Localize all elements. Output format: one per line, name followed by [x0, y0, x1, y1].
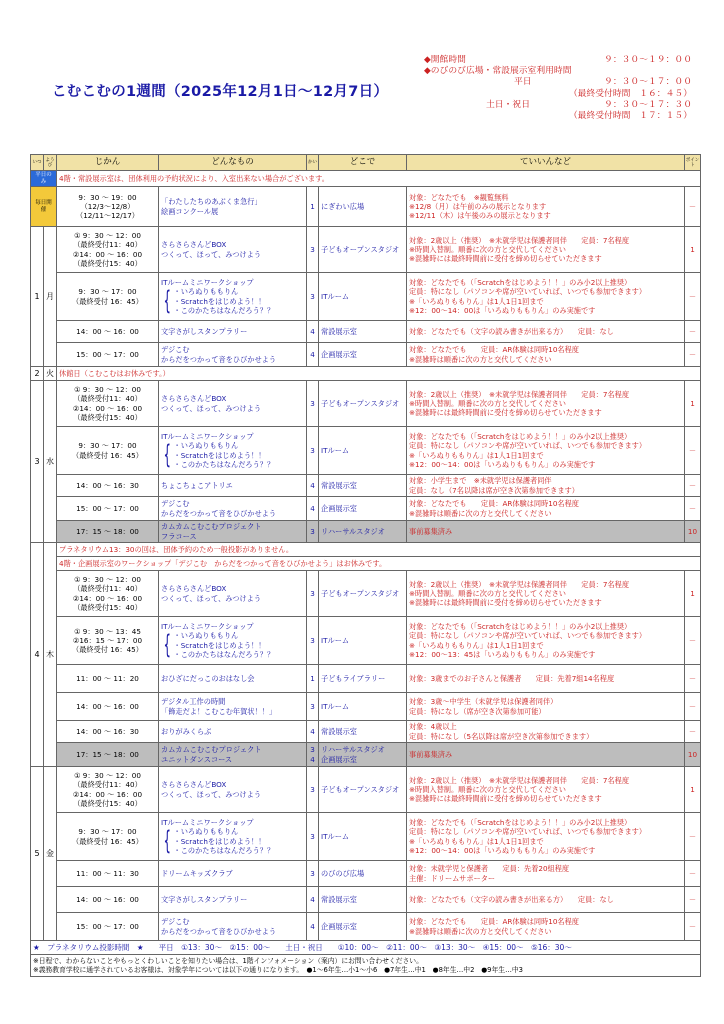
- mon-r1-time1: ① 9：30 ～ 12：00: [74, 231, 141, 241]
- mon-r2-floor: 3: [307, 273, 319, 321]
- thu-r4-info2: 定員：特になし（席が空き次第参加可能）: [409, 706, 546, 716]
- thu-r2-where: ITルーム: [319, 617, 407, 665]
- table-row: [31, 743, 701, 767]
- wed-r3-time: 14：00 ～ 16：30: [57, 475, 159, 497]
- thu-r6-what2: ユニットダンスコース: [161, 754, 233, 764]
- open-value: ９：３０～１９：００: [604, 55, 692, 65]
- wed-r1-what2: つくって、ほって、みつけよう: [161, 403, 262, 413]
- daily-floor: 1: [307, 187, 319, 227]
- page-title: こむこむの1週間（2025年12月1日～12月7日）: [52, 84, 389, 100]
- fri-r1-info1: 対象：2歳以上（推奨） ※未就学児は保護者同伴 定員：7名程度: [409, 775, 630, 785]
- mon-r2-what2: ・Scratchをはじめよう！！: [173, 296, 266, 306]
- mon-r4-info2: ※混雑時は順番に次の方と交代してください: [409, 354, 552, 364]
- fri-r4-what: 文字さがしスタンプラリー: [159, 887, 307, 913]
- table-row: [31, 693, 701, 721]
- weekday-notice: 4階・常設展示室は、団体利用の予約状況により、入室出来ない場合がございます。: [57, 171, 701, 187]
- mon-r2-what0: ITルームミニワークショップ: [161, 278, 254, 288]
- header-pts: ポイント: [685, 155, 701, 171]
- thu-r3-where: 子どもライブラリー: [319, 665, 407, 693]
- fri-r2-where: ITルーム: [319, 813, 407, 861]
- wed-r1-time2: （最終受付11：40）: [73, 394, 142, 404]
- mon-r1-info2: ※時間入替制。順番に次の方と交代してください: [409, 244, 566, 254]
- thu-r2-what2: ・Scratchをはじめよう！！: [173, 640, 266, 650]
- wed-r4-info1: 対象：どなたでも 定員：AR体験は同時10名程度: [409, 499, 579, 509]
- wed-r4-time: 15：00 ～ 17：00: [57, 497, 159, 521]
- mon-r4-pts: －: [685, 343, 701, 367]
- mon-r3-time: 14：00 ～ 16：00: [57, 321, 159, 343]
- fri-r2-floor: 3: [307, 813, 319, 861]
- brace-icon: {: [163, 630, 171, 661]
- daily-where: にぎわい広場: [319, 187, 407, 227]
- tue-date: 2: [31, 367, 44, 381]
- weekend-last: （最終受付時間 １７：１５）: [568, 111, 692, 122]
- thu-r1-where: 子どもオープンスタジオ: [319, 571, 407, 617]
- wed-date: 3: [31, 381, 44, 543]
- table-row: [31, 521, 701, 543]
- mon-r4-what1: デジこむ: [161, 345, 190, 355]
- thu-r6-where2: 企画展示室: [321, 754, 357, 764]
- fri-r1-where: 子どもオープンスタジオ: [319, 767, 407, 813]
- wed-r1-time1: ① 9：30 ～ 12：00: [74, 385, 141, 395]
- table-row: [31, 543, 701, 557]
- wed-day: 水: [44, 381, 57, 543]
- thu-r2-info2: 定員：特になし（パソコンや席が空いていれば、いつでも参加できます）: [409, 631, 647, 641]
- thu-r2-what3: ・このかたちはなんだろう？？: [173, 649, 275, 659]
- mon-r4-floor: 4: [307, 343, 319, 367]
- mon-r1-info3: ※混雑時には最終時間前に受付を締め切らせていただきます: [409, 254, 602, 264]
- mon-r1-floor: 3: [307, 227, 319, 273]
- fri-r3-info1: 対象：未就学児と保護者 定員：先着20組程度: [409, 864, 570, 874]
- mon-r4-where: 企画展示室: [319, 343, 407, 367]
- wed-r4-where: 企画展示室: [319, 497, 407, 521]
- thu-r2-pts: －: [685, 617, 701, 665]
- thu-r1-what1: さらさらさんどBOX: [161, 584, 227, 594]
- mon-r2-what3: ・このかたちはなんだろう？？: [173, 305, 275, 315]
- fri-r2-what3: ・このかたちはなんだろう？？: [173, 845, 275, 855]
- wed-r2-info1: 対象：どなたでも（「Scratchをはじめよう！！」のみ小2以上推奨）: [409, 432, 632, 442]
- weekday-only-label: 平日のみ: [31, 171, 57, 187]
- thu-r2-info1: 対象：どなたでも（「Scratchをはじめよう！！」のみ小2以上推奨）: [409, 622, 632, 632]
- mon-r1-what2: つくって、ほって、みつけよう: [161, 249, 262, 259]
- daily-time: 9：30 ～ 19：00: [78, 192, 137, 202]
- header-donna: どんなもの: [159, 155, 307, 171]
- thu-r4-what1: デジタル工作の時間: [161, 697, 226, 707]
- daily-what-2: 絵画コンクール展: [161, 206, 219, 216]
- table-row: [31, 721, 701, 743]
- thu-r1-what2: つくって、ほって、みつけよう: [161, 593, 262, 603]
- thu-r6-where1: リハーサルスタジオ: [321, 745, 385, 755]
- thu-r1-time1: ① 9：30 ～ 12：00: [74, 575, 141, 585]
- daily-label: 毎日開催: [31, 187, 57, 227]
- table-row: [31, 367, 701, 381]
- thu-r2-info3: ※「いろぬりももりん」は1人1日1回まで: [409, 640, 544, 650]
- fri-r3-info2: 主催：ドリームサポーター: [409, 873, 496, 883]
- mon-r2-time2: （最終受付 16：45）: [72, 296, 143, 306]
- fri-r5-floor: 4: [307, 913, 319, 941]
- thu-r1-time2: （最終受付11：40）: [73, 584, 142, 594]
- thu-r2-what0: ITルームミニワークショップ: [161, 622, 254, 632]
- weekday-last: （最終受付時間 １６：４５）: [568, 88, 692, 99]
- thu-r3-what: おひざにだっこのおはなし会: [159, 665, 307, 693]
- thu-r2-info4: ※12：00～13：45は「いろぬりももりん」のみ実施です: [409, 649, 596, 659]
- wed-r2-info2: 定員：特になし（パソコンや席が空いていれば、いつでも参加できます）: [409, 441, 647, 451]
- table-row: [31, 321, 701, 343]
- wed-r2-pts: －: [685, 427, 701, 475]
- thu-notice-1: プラネタリウム13：30の回は、団体予約のため一般投影がありません。: [57, 543, 701, 557]
- wed-r2-what2: ・Scratchをはじめよう！！: [173, 450, 266, 460]
- note-1: ※日程で、わからないことやもっとくわしいことを知りたい場合は、1階インフォメーション（案内）にお問い合わせください。: [33, 956, 423, 965]
- open-label: ◆開館時間: [424, 55, 466, 65]
- daily-info-3: ※12/11（木）は午後のみの展示となります: [409, 211, 551, 221]
- daily-info-1: 対象：どなたでも ※観覧無料: [409, 192, 509, 202]
- wed-r2-what0: ITルームミニワークショップ: [161, 432, 254, 442]
- table-row: [31, 617, 701, 665]
- wed-r2-where: ITルーム: [319, 427, 407, 475]
- fri-r3-pts: －: [685, 861, 701, 887]
- fri-r5-time: 15：00 ～ 17：00: [57, 913, 159, 941]
- header-doko: どこで: [319, 155, 407, 171]
- fri-r1-time2: （最終受付11：40）: [73, 780, 142, 790]
- table-row: [31, 887, 701, 913]
- fri-r5-pts: －: [685, 913, 701, 941]
- mon-r1-time4: （最終受付15：40）: [73, 258, 142, 268]
- wed-r5-pts: 10: [685, 521, 701, 543]
- header-kai: かい: [307, 155, 319, 171]
- thu-date: 4: [31, 543, 44, 767]
- brace-icon: {: [163, 286, 171, 317]
- thu-r4-time: 14：00 ～ 16：00: [57, 693, 159, 721]
- table-row: [31, 227, 701, 273]
- fri-r2-time1: 9：30 ～ 17：00: [78, 827, 137, 837]
- mon-r1-time2: （最終受付11：40）: [73, 240, 142, 250]
- note-2: ※義務教育学校に通学されているお客様は、対象学年については以下の通りになります。 ●1～6年生…小1～小6 ●7年生…中1 ●8年生…中2 ●9年生…中3: [33, 965, 523, 974]
- thu-r2-floor: 3: [307, 617, 319, 665]
- table-row: [31, 767, 701, 813]
- mon-r4-what2: からだをつかって音をひびかせよう: [161, 354, 277, 364]
- thu-r4-where: ITルーム: [319, 693, 407, 721]
- wed-r4-pts: －: [685, 497, 701, 521]
- thu-notice-2: 4階・企画展示室のワークショップ「デジこむ からだをつかって音をひびかせよう」はお休みです。: [57, 557, 701, 571]
- mon-day: 月: [44, 227, 57, 367]
- thu-r1-time4: （最終受付15：40）: [73, 602, 142, 612]
- fri-r5-where: 企画展示室: [319, 913, 407, 941]
- fri-r2-info1: 対象：どなたでも（「Scratchをはじめよう！！」のみ小2以上推奨）: [409, 818, 632, 828]
- mon-r1-time3: ②14：00 ～ 16：00: [72, 249, 143, 259]
- brace-icon: {: [163, 440, 171, 471]
- mon-date: 1: [31, 227, 44, 367]
- fri-r2-what2: ・Scratchをはじめよう！！: [173, 836, 266, 846]
- table-row: [31, 273, 701, 321]
- fri-r1-pts: 1: [685, 767, 701, 813]
- daily-time-range2: （12/11～12/17）: [76, 211, 139, 221]
- thu-r2-time1: ① 9：30 ～ 13：45: [74, 626, 141, 636]
- thu-r5-floor: 4: [307, 721, 319, 743]
- thu-r6-what1: カムカムこむこむプロジェクト: [161, 745, 262, 755]
- mon-r3-floor: 4: [307, 321, 319, 343]
- fri-r5-what2: からだをつかって音をひびかせよう: [161, 926, 277, 936]
- opening-hours: [424, 55, 692, 122]
- daily-info-2: ※12/8（月）は午前のみの展示となります: [409, 201, 547, 211]
- fri-r5-info1: 対象：どなたでも 定員：AR体験は同時10名程度: [409, 917, 579, 927]
- thu-r5-info1: 対象：4歳以上: [409, 722, 457, 732]
- thu-r4-floor: 3: [307, 693, 319, 721]
- wed-r1-pts: 1: [685, 381, 701, 427]
- thu-r2-time3: （最終受付 16：45）: [72, 645, 143, 655]
- table-row: [31, 571, 701, 617]
- wed-r2-info4: ※12：00～14：00は「いろぬりももりん」のみ実施です: [409, 459, 596, 469]
- tue-notice: 休館日（こむこむはお休みです。）: [57, 367, 701, 381]
- thu-r1-time3: ②14：00 ～ 16：00: [72, 593, 143, 603]
- wed-r2-info3: ※「いろぬりももりん」は1人1日1回まで: [409, 450, 544, 460]
- wed-r1-time3: ②14：00 ～ 16：00: [72, 403, 143, 413]
- wed-r3-info2: 定員：なし（7名以降は席が空き次第参加できます）: [409, 485, 579, 495]
- mon-r3-info1: 対象：どなたでも（文字の読み書きが出来る方） 定員：なし: [407, 321, 685, 343]
- mon-r2-info2: 定員：特になし（パソコンや席が空いていれば、いつでも参加できます）: [409, 287, 647, 297]
- wed-r5-time: 17：15 ～ 18：00: [57, 521, 159, 543]
- fri-date: 5: [31, 767, 44, 941]
- wed-r5-what2: フラコース: [161, 531, 197, 541]
- fri-r2-what1: ・いろぬりももりん: [173, 827, 239, 837]
- table-row: [31, 497, 701, 521]
- thu-r5-what: おりがみくらぶ: [159, 721, 307, 743]
- fri-r4-info1: 対象：どなたでも（文字の読み書きが出来る方） 定員：なし: [407, 887, 685, 913]
- mon-r1-pts: 1: [685, 227, 701, 273]
- thu-r1-pts: 1: [685, 571, 701, 617]
- wed-r3-floor: 4: [307, 475, 319, 497]
- wed-r4-what2: からだをつかって音をひびかせよう: [161, 508, 277, 518]
- weekday-value: ９：３０～１７：００: [604, 77, 692, 88]
- header-itsu: いつ: [31, 155, 44, 171]
- wed-r2-time1: 9：30 ～ 17：00: [78, 441, 137, 451]
- wed-r5-info: 事前募集済み: [407, 521, 685, 543]
- table-row: [31, 557, 701, 571]
- wed-r5-floor: 3: [307, 521, 319, 543]
- wed-r3-pts: －: [685, 475, 701, 497]
- table-row: [31, 861, 701, 887]
- mon-r1-where: 子どもオープンスタジオ: [319, 227, 407, 273]
- fri-day: 金: [44, 767, 57, 941]
- table-row: [31, 427, 701, 475]
- mon-r3-what: 文字さがしスタンプラリー: [159, 321, 307, 343]
- thu-r4-pts: －: [685, 693, 701, 721]
- thu-r3-time: 11：00 ～ 11：20: [57, 665, 159, 693]
- fri-r1-info3: ※混雑時には最終時間前に受付を締め切らせていただきます: [409, 794, 602, 804]
- thu-r3-pts: －: [685, 665, 701, 693]
- weekday-label: 平日: [514, 77, 532, 88]
- header-row: [31, 155, 701, 171]
- schedule-table: [30, 154, 701, 977]
- fri-r2-info4: ※12：00～14：00は「いろぬりももりん」のみ実施です: [409, 845, 596, 855]
- daily-pts: －: [685, 187, 701, 227]
- thu-r5-time: 14：00 ～ 16：30: [57, 721, 159, 743]
- fri-r4-floor: 4: [307, 887, 319, 913]
- wed-r2-time2: （最終受付 16：45）: [72, 450, 143, 460]
- thu-r3-floor: 1: [307, 665, 319, 693]
- mon-r1-what1: さらさらさんどBOX: [161, 240, 227, 250]
- wed-r5-what1: カムカムこむこむプロジェクト: [161, 522, 262, 532]
- fri-r5-info2: ※混雑時は順番に次の方と交代してください: [409, 926, 552, 936]
- wed-r1-floor: 3: [307, 381, 319, 427]
- table-row: [31, 343, 701, 367]
- thu-r6-floor2: 4: [310, 754, 315, 764]
- thu-r6-pts: 10: [685, 743, 701, 767]
- wed-r1-info2: ※時間入替制。順番に次の方と交代してください: [409, 398, 566, 408]
- fri-r1-time3: ②14：00 ～ 16：00: [72, 789, 143, 799]
- fri-r5-what1: デジこむ: [161, 917, 190, 927]
- thu-r6-time: 17：15 ～ 18：00: [57, 743, 159, 767]
- plaza-label: ◆のびのび広場・常設展示室利用時間: [424, 66, 572, 77]
- planetarium-times: ★ プラネタリウム投影時間 ★ 平日 ①13：30～ ②15：00～ 土日・祝日 ①10：00～ ②11：00～ ③13：30～ ④15：00～ ⑤16：30～: [31, 941, 701, 955]
- fri-r1-what1: さらさらさんどBOX: [161, 780, 227, 790]
- fri-r2-info3: ※「いろぬりももりん」は1人1日1回まで: [409, 836, 544, 846]
- wed-r4-floor: 4: [307, 497, 319, 521]
- thu-day: 木: [44, 543, 57, 767]
- wed-r4-what1: デジこむ: [161, 499, 190, 509]
- wed-r3-where: 常設展示室: [319, 475, 407, 497]
- fri-r4-time: 14：00 ～ 16：00: [57, 887, 159, 913]
- thu-r6-info: 事前募集済み: [407, 743, 685, 767]
- daily-what-1: 「わたしたちのあぶくま急行」: [161, 197, 262, 207]
- wed-r2-floor: 3: [307, 427, 319, 475]
- thu-r1-floor: 3: [307, 571, 319, 617]
- thu-r1-info2: ※時間入替制。順番に次の方と交代してください: [409, 588, 566, 598]
- mon-r2-time1: 9：30 ～ 17：00: [78, 287, 137, 297]
- fri-r2-info2: 定員：特になし（パソコンや席が空いていれば、いつでも参加できます）: [409, 827, 647, 837]
- thu-r4-info1: 対象：3歳～中学生（未就学児は保護者同伴）: [409, 697, 558, 707]
- table-row: [31, 381, 701, 427]
- mon-r2-pts: －: [685, 273, 701, 321]
- table-row: [31, 475, 701, 497]
- wed-r1-time4: （最終受付15：40）: [73, 412, 142, 422]
- header-info: ていいんなど: [407, 155, 685, 171]
- weekend-label: 土日・祝日: [486, 99, 530, 110]
- planetarium-row: [31, 941, 701, 955]
- mon-r2-info1: 対象：どなたでも（「Scratchをはじめよう！！」のみ小2以上推奨）: [409, 278, 632, 288]
- wed-r4-info2: ※混雑時は順番に次の方と交代してください: [409, 508, 552, 518]
- table-row: [31, 913, 701, 941]
- fri-r3-what: ドリームキッズクラブ: [159, 861, 307, 887]
- thu-r6-floor1: 3: [310, 745, 315, 755]
- fri-r2-what0: ITルームミニワークショップ: [161, 818, 254, 828]
- fri-r1-time1: ① 9：30 ～ 12：00: [74, 771, 141, 781]
- thu-r1-info3: ※混雑時には最終時間前に受付を締め切らせていただきます: [409, 598, 602, 608]
- brace-icon: {: [163, 826, 171, 857]
- table-row: [31, 665, 701, 693]
- fri-r1-what2: つくって、ほって、みつけよう: [161, 789, 262, 799]
- mon-r3-where: 常設展示室: [319, 321, 407, 343]
- notes-row: [31, 955, 701, 977]
- table-row: [31, 813, 701, 861]
- thu-r5-where: 常設展示室: [319, 721, 407, 743]
- fri-r3-floor: 3: [307, 861, 319, 887]
- fri-r3-time: 11：00 ～ 11：30: [57, 861, 159, 887]
- fri-r2-pts: －: [685, 813, 701, 861]
- wed-r1-where: 子どもオープンスタジオ: [319, 381, 407, 427]
- wed-r1-what1: さらさらさんどBOX: [161, 394, 227, 404]
- wed-r1-info1: 対象：2歳以上（推奨） ※未就学児は保護者同伴 定員：7名程度: [409, 389, 630, 399]
- mon-r2-where: ITルーム: [319, 273, 407, 321]
- fri-r1-info2: ※時間入替制。順番に次の方と交代してください: [409, 784, 566, 794]
- wed-r3-what: ちょこちょこアトリエ: [159, 475, 307, 497]
- header-jikan: じかん: [57, 155, 159, 171]
- mon-r3-pts: －: [685, 321, 701, 343]
- weekday-notice-row: [31, 171, 701, 187]
- fri-r1-floor: 3: [307, 767, 319, 813]
- thu-r5-pts: －: [685, 721, 701, 743]
- thu-r3-info1: 対象：3歳までのお子さんと保護者 定員：先着7組14名程度: [407, 665, 685, 693]
- mon-r4-info1: 対象：どなたでも 定員：AR体験は同時10名程度: [409, 345, 579, 355]
- weekend-value: ９：３０～１７：３０: [604, 99, 692, 110]
- mon-r2-what1: ・いろぬりももりん: [173, 287, 239, 297]
- daily-time-range1: （12/3～12/8）: [80, 201, 135, 211]
- thu-r2-time2: ②16：15 ～ 17：00: [72, 635, 143, 645]
- wed-r5-where: リハーサルスタジオ: [319, 521, 407, 543]
- wed-r2-what3: ・このかたちはなんだろう？？: [173, 459, 275, 469]
- thu-r4-what2: 「飾走だよ！こむこむ年賀状！！」: [161, 706, 277, 716]
- mon-r1-info1: 対象：2歳以上（推奨） ※未就学児は保護者同伴 定員：7名程度: [409, 235, 630, 245]
- tue-day: 火: [44, 367, 57, 381]
- thu-r1-info1: 対象：2歳以上（推奨） ※未就学児は保護者同伴 定員：7名程度: [409, 579, 630, 589]
- wed-r3-info1: 対象：小学生まで ※未就学児は保護者同伴: [409, 476, 552, 486]
- mon-r4-time: 15：00 ～ 17：00: [57, 343, 159, 367]
- fri-r1-time4: （最終受付15：40）: [73, 798, 142, 808]
- fri-r3-where: のびのび広場: [319, 861, 407, 887]
- wed-r2-what1: ・いろぬりももりん: [173, 441, 239, 451]
- fri-r4-pts: －: [685, 887, 701, 913]
- thu-r5-info2: 定員：特になし（5名以降は席が空き次第参加できます）: [409, 731, 594, 741]
- header-youbi: ようび: [44, 155, 57, 171]
- mon-r2-info4: ※12：00～14：00は「いろぬりももりん」のみ実施です: [409, 305, 596, 315]
- wed-r1-info3: ※混雑時には最終時間前に受付を締め切らせていただきます: [409, 408, 602, 418]
- daily-row: [31, 187, 701, 227]
- thu-r2-what1: ・いろぬりももりん: [173, 631, 239, 641]
- mon-r2-info3: ※「いろぬりももりん」は1人1日1回まで: [409, 296, 544, 306]
- fri-r4-where: 常設展示室: [319, 887, 407, 913]
- fri-r2-time2: （最終受付 16：45）: [72, 836, 143, 846]
